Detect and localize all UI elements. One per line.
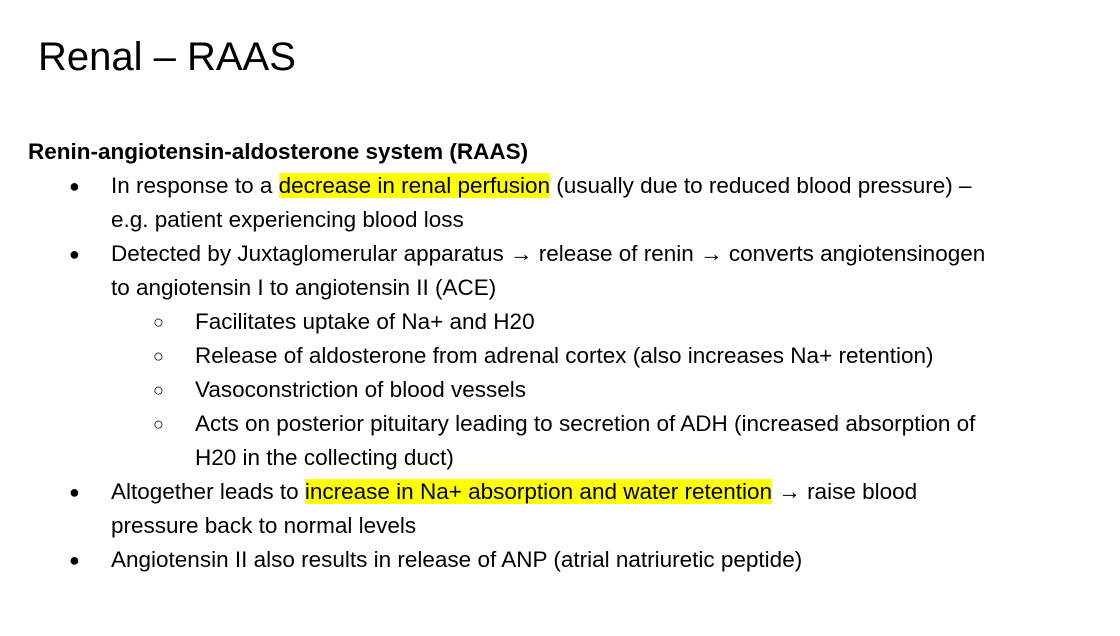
bullet-line: Detected by Juxtaglomerular apparatus → release of renin → converts angiotensinogen — [111, 241, 986, 266]
sub-bullet-text: H20 in the collecting duct) — [195, 445, 454, 470]
bullet-line — [111, 169, 1113, 203]
bullet-list — [28, 169, 1113, 577]
highlighted-text: decrease in renal perfusion — [278, 173, 551, 198]
bullet-circle-icon: ○ — [153, 380, 164, 400]
section-heading: Renin-angiotensin-aldosterone system (RAAS) — [28, 139, 529, 164]
highlighted-text: increase in Na+ absorption and water retention — [304, 479, 773, 504]
bullet-item-anp — [69, 543, 1113, 577]
slide-title: Renal – RAAS — [38, 35, 296, 79]
sub-bullet-item — [153, 339, 1113, 373]
bullet-circle-icon: ○ — [153, 346, 164, 366]
sub-bullet-text: Release of aldosterone from adrenal cortex (also increases Na+ retention) — [195, 343, 934, 368]
bullet-line: Angiotensin II also results in release of ANP (atrial natriuretic peptide) — [111, 547, 803, 572]
sub-bullet-text: Facilitates uptake of Na+ and H20 — [195, 309, 535, 334]
sub-bullet-text: Acts on posterior pituitary leading to secretion of ADH (increased absorption of — [195, 411, 976, 436]
bullet-circle-icon: ○ — [153, 414, 164, 434]
text-segment: Altogether leads to — [111, 479, 305, 504]
sub-bullet-item — [153, 407, 1113, 475]
bullet-circle-icon: ○ — [153, 312, 164, 332]
bullet-dot-icon: ● — [69, 176, 80, 196]
sub-bullet-item — [153, 373, 1113, 407]
text-segment: (usually due to reduced blood pressure) – — [550, 173, 972, 198]
text-segment: → raise blood — [772, 479, 918, 504]
sub-bullet-item — [153, 305, 1113, 339]
bullet-line: to angiotensin I to angiotensin II (ACE) — [111, 275, 497, 300]
bullet-item-outcome — [69, 475, 1113, 543]
bullet-item-perfusion — [69, 169, 1113, 237]
bullet-line — [111, 475, 1113, 509]
bullet-dot-icon: ● — [69, 482, 80, 502]
bullet-line: pressure back to normal levels — [111, 513, 417, 538]
bullet-dot-icon: ● — [69, 550, 80, 570]
bullet-item-detection — [69, 237, 1113, 475]
bullet-dot-icon: ● — [69, 244, 80, 264]
bullet-line: e.g. patient experiencing blood loss — [111, 207, 464, 232]
slide-content — [28, 135, 1113, 577]
text-segment: In response to a — [111, 173, 279, 198]
sub-bullet-text: Vasoconstriction of blood vessels — [195, 377, 527, 402]
sub-bullet-list — [111, 305, 1113, 475]
